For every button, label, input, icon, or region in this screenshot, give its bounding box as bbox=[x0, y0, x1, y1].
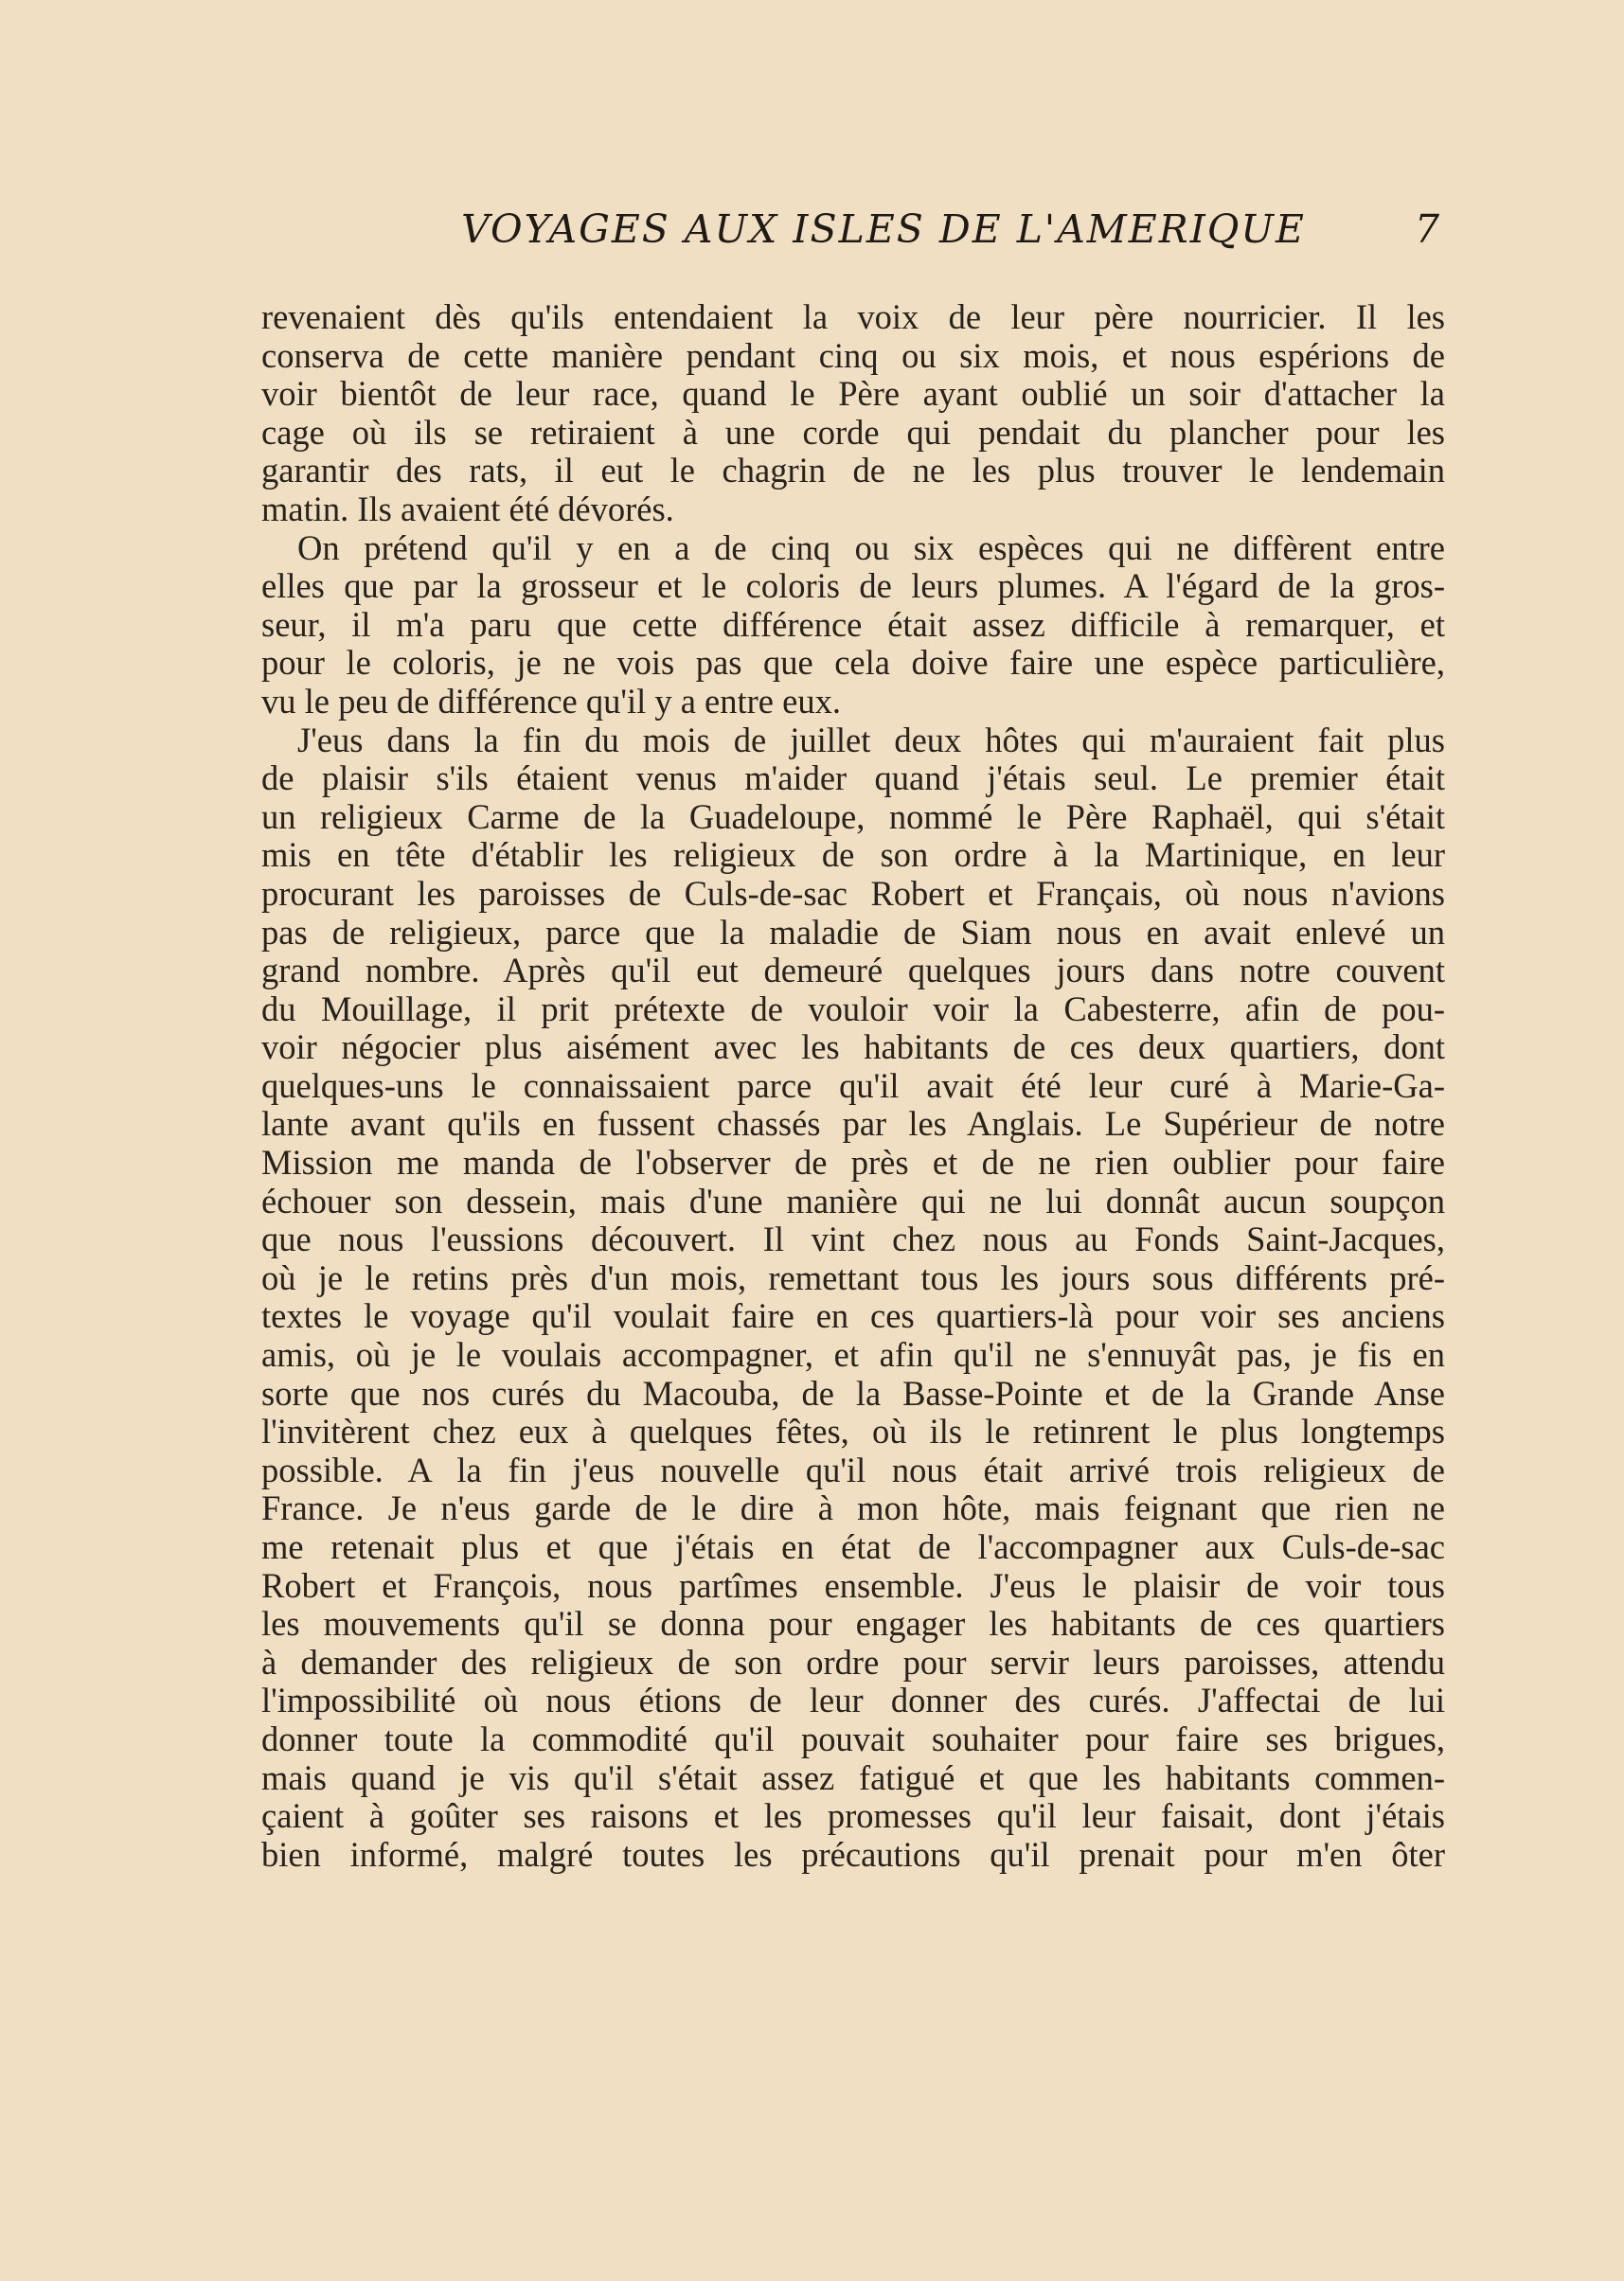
text-line: de plaisir s'ils étaient venus m'aider quand j'étais seul. Le premier était bbox=[261, 758, 1445, 798]
text-line: On prétend qu'il y en a de cinq ou six espèces qui ne diffèrent entre bbox=[297, 527, 1445, 567]
text-line: donner toute la commodité qu'il pouvait souhaiter pour faire ses brigues, bbox=[261, 1719, 1445, 1758]
text-line: voir négocier plus aisément avec les habitants de ces deux quartiers, dont bbox=[261, 1027, 1445, 1067]
text-line: J'eus dans la fin du mois de juillet deux hôtes qui m'auraient fait plus bbox=[297, 720, 1445, 759]
text-line: grand nombre. Après qu'il eut demeuré quelques jours dans notre couvent bbox=[261, 951, 1445, 990]
text-line: çaient à goûter ses raisons et les promesses qu'il leur faisait, dont j'étais bbox=[261, 1796, 1445, 1836]
text-line: matin. Ils avaient été dévorés. bbox=[261, 489, 674, 528]
text-line: cage où ils se retiraient à une corde qui pendait du plancher pour les bbox=[261, 412, 1445, 452]
text-line: me retenait plus et que j'étais en état de l'accompagner aux Culs-de-sac bbox=[261, 1527, 1445, 1566]
text-line: quelques-uns le connaissaient parce qu'il avait été leur curé à Marie-Ga- bbox=[261, 1065, 1445, 1105]
text-line: les mouvements qu'il se donna pour engager les habitants de ces quartiers bbox=[261, 1604, 1445, 1644]
text-line: mis en tête d'établir les religieux de son ordre à la Martinique, en leur bbox=[261, 835, 1445, 875]
text-line: conserva de cette manière pendant cinq ou six mois, et nous espérions de bbox=[261, 335, 1445, 375]
text-line: vu le peu de différence qu'il y a entre eux. bbox=[261, 681, 841, 721]
text-line: seur, il m'a paru que cette différence était assez difficile à remarquer, et bbox=[261, 604, 1445, 644]
text-line: l'invitèrent chez eux à quelques fêtes, où ils le retinrent le plus longtemps bbox=[261, 1412, 1445, 1452]
text-line: l'impossibilité où nous étions de leur donner des curés. J'affectai de lui bbox=[261, 1681, 1445, 1720]
text-line: sorte que nos curés du Macouba, de la Basse-Pointe et de la Grande Anse bbox=[261, 1373, 1445, 1413]
text-line: amis, où je le voulais accompagner, et afin qu'il ne s'ennuyât pas, je fis en bbox=[261, 1335, 1445, 1375]
body-text bbox=[261, 298, 1445, 1874]
text-line: procurant les paroisses de Culs-de-sac Robert et Français, où nous n'avions bbox=[261, 873, 1445, 913]
running-header-title: VOYAGES AUX ISLES DE L'AMERIQUE bbox=[461, 206, 1306, 252]
text-line: Mission me manda de l'observer de près et de ne rien oublier pour faire bbox=[261, 1143, 1445, 1183]
text-line: un religieux Carme de la Guadeloupe, nommé le Père Raphaël, qui s'était bbox=[261, 796, 1445, 836]
text-line: mais quand je vis qu'il s'était assez fatigué et que les habitants commen- bbox=[261, 1757, 1445, 1797]
text-line: du Mouillage, il prit prétexte de vouloir voir la Cabesterre, afin de pou- bbox=[261, 989, 1445, 1028]
text-line: pas de religieux, parce que la maladie de Siam nous en avait enlevé un bbox=[261, 912, 1445, 952]
text-line: pour le coloris, je ne vois pas que cela doive faire une espèce particulière, bbox=[261, 643, 1445, 683]
text-line: que nous l'eussions découvert. Il vint chez nous au Fonds Saint-Jacques, bbox=[261, 1220, 1445, 1259]
text-line: où je le retins près d'un mois, remettant tous les jours sous différents pré- bbox=[261, 1257, 1445, 1297]
text-line: voir bientôt de leur race, quand le Père ayant oublié un soir d'attacher la bbox=[261, 374, 1445, 414]
text-line: à demander des religieux de son ordre pour servir leurs paroisses, attendu bbox=[261, 1642, 1445, 1682]
text-line: possible. A la fin j'eus nouvelle qu'il nous était arrivé trois religieux de bbox=[261, 1450, 1445, 1489]
text-line: garantir des rats, il eut le chagrin de ne les plus trouver le lendemain bbox=[261, 451, 1445, 490]
text-line: textes le voyage qu'il voulait faire en ces quartiers-là pour voir ses anciens bbox=[261, 1296, 1445, 1336]
text-line: Robert et François, nous partîmes ensemble. J'eus le plaisir de voir tous bbox=[261, 1565, 1445, 1605]
text-line: lante avant qu'ils en fussent chassés par les Anglais. Le Supérieur de notre bbox=[261, 1104, 1445, 1144]
text-line: elles que par la grosseur et le coloris de leurs plumes. A l'égard de la gros- bbox=[261, 566, 1445, 606]
text-line: France. Je n'eus garde de le dire à mon hôte, mais feignant que rien ne bbox=[261, 1488, 1445, 1528]
text-line: échouer son dessein, mais d'une manière qui ne lui donnât aucun soupçon bbox=[261, 1181, 1445, 1221]
text-line: revenaient dès qu'ils entendaient la voix de leur père nourricier. Il les bbox=[261, 297, 1445, 336]
page-number: 7 bbox=[1415, 206, 1440, 252]
text-line: bien informé, malgré toutes les précautions qu'il prenait pour m'en ôter bbox=[261, 1834, 1445, 1874]
